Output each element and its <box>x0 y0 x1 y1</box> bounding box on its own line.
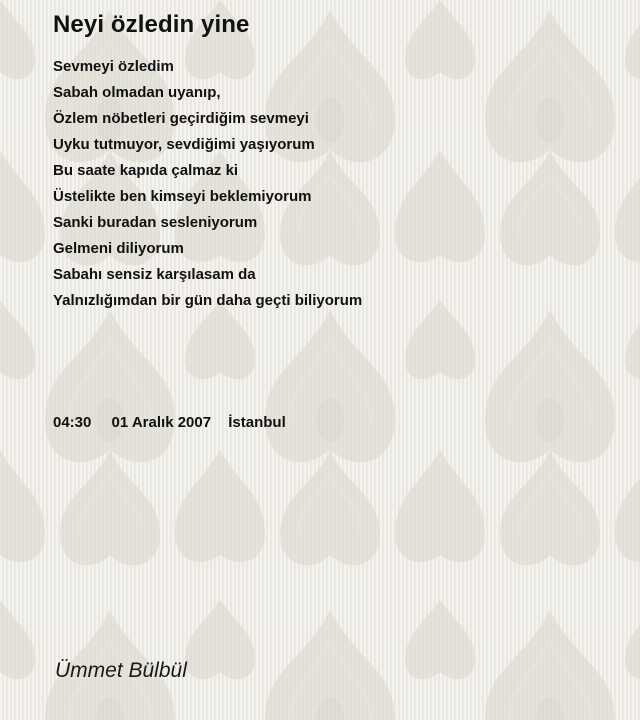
poem-line: Bu saate kapıda çalmaz ki <box>53 162 239 179</box>
poem-line: Sanki buradan sesleniyorum <box>53 214 258 231</box>
poem-line: Uyku tutmuyor, sevdiğimi yaşıyorum <box>53 136 315 153</box>
poem-line: Sevmeyi özledim <box>53 58 174 75</box>
poem-title: Neyi özledin yine <box>53 11 250 38</box>
poem-line: Üstelikte ben kimseyi beklemiyorum <box>53 188 312 205</box>
poem-time: 04:30 <box>53 414 92 431</box>
poem-dateline <box>53 414 286 431</box>
poem-line: Yalnızlığımdan bir gün daha geçti biliyorum <box>53 292 363 309</box>
poem-date: 01 Aralık 2007 <box>111 414 212 431</box>
poem-place: İstanbul <box>228 414 286 431</box>
poem-line: Gelmeni diliyorum <box>53 240 184 257</box>
poem-line: Sabahı sensiz karşılasam da <box>53 266 256 283</box>
poem-line: Sabah olmadan uyanıp, <box>53 84 221 101</box>
poem-line: Özlem nöbetleri geçirdiğim sevmeyi <box>53 110 309 127</box>
poem-body <box>53 54 362 314</box>
poem-author: Ümmet Bülbül <box>55 659 187 682</box>
